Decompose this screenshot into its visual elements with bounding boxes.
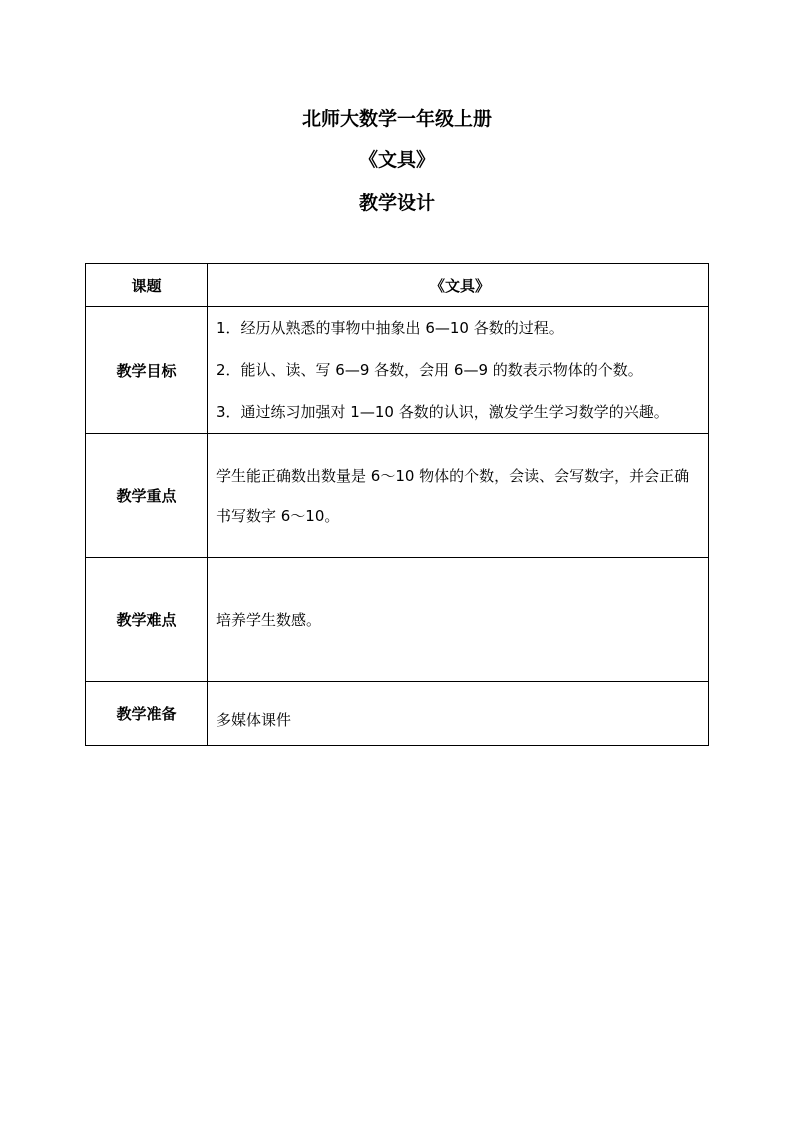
key-points-cell [208, 434, 709, 558]
lesson-title: 《文具》 [358, 149, 435, 171]
label-preparation: 教学准备 [86, 682, 208, 746]
difficulties-text: 培养学生数感。 [208, 558, 709, 682]
key-points-text: 学生能正确数出数量是 6～10 物体的个数，会读、会写数字，并会正确书写数字 6～10。 [216, 466, 690, 525]
topic-value: 《文具》 [208, 264, 709, 307]
goal-item-1: 1．经历从熟悉的事物中抽象出 6—10 各数的过程。 [216, 319, 564, 337]
table-row-difficulties [86, 558, 709, 682]
goal-item-2: 2．能认、读、写 6—9 各数，会用 6—9 的数表示物体的个数。 [216, 361, 643, 379]
document-subtitle: 教学设计 [358, 192, 435, 214]
table-row-key-points [86, 434, 709, 558]
label-key-points: 教学重点 [86, 434, 208, 558]
preparation-text: 多媒体课件 [208, 682, 709, 746]
label-goals: 教学目标 [86, 307, 208, 434]
table-row-goals [86, 307, 709, 434]
label-topic: 课题 [86, 264, 208, 307]
table-row-preparation [86, 682, 709, 746]
document-title: 北师大数学一年级上册 [301, 108, 492, 130]
goals-cell [208, 307, 709, 434]
table-row-topic [86, 264, 709, 307]
label-difficulties: 教学难点 [86, 558, 208, 682]
goal-item-3: 3．通过练习加强对 1—10 各数的认识，激发学生学习数学的兴趣。 [216, 403, 669, 421]
goals-list [216, 307, 704, 433]
lesson-plan-table [85, 263, 709, 746]
